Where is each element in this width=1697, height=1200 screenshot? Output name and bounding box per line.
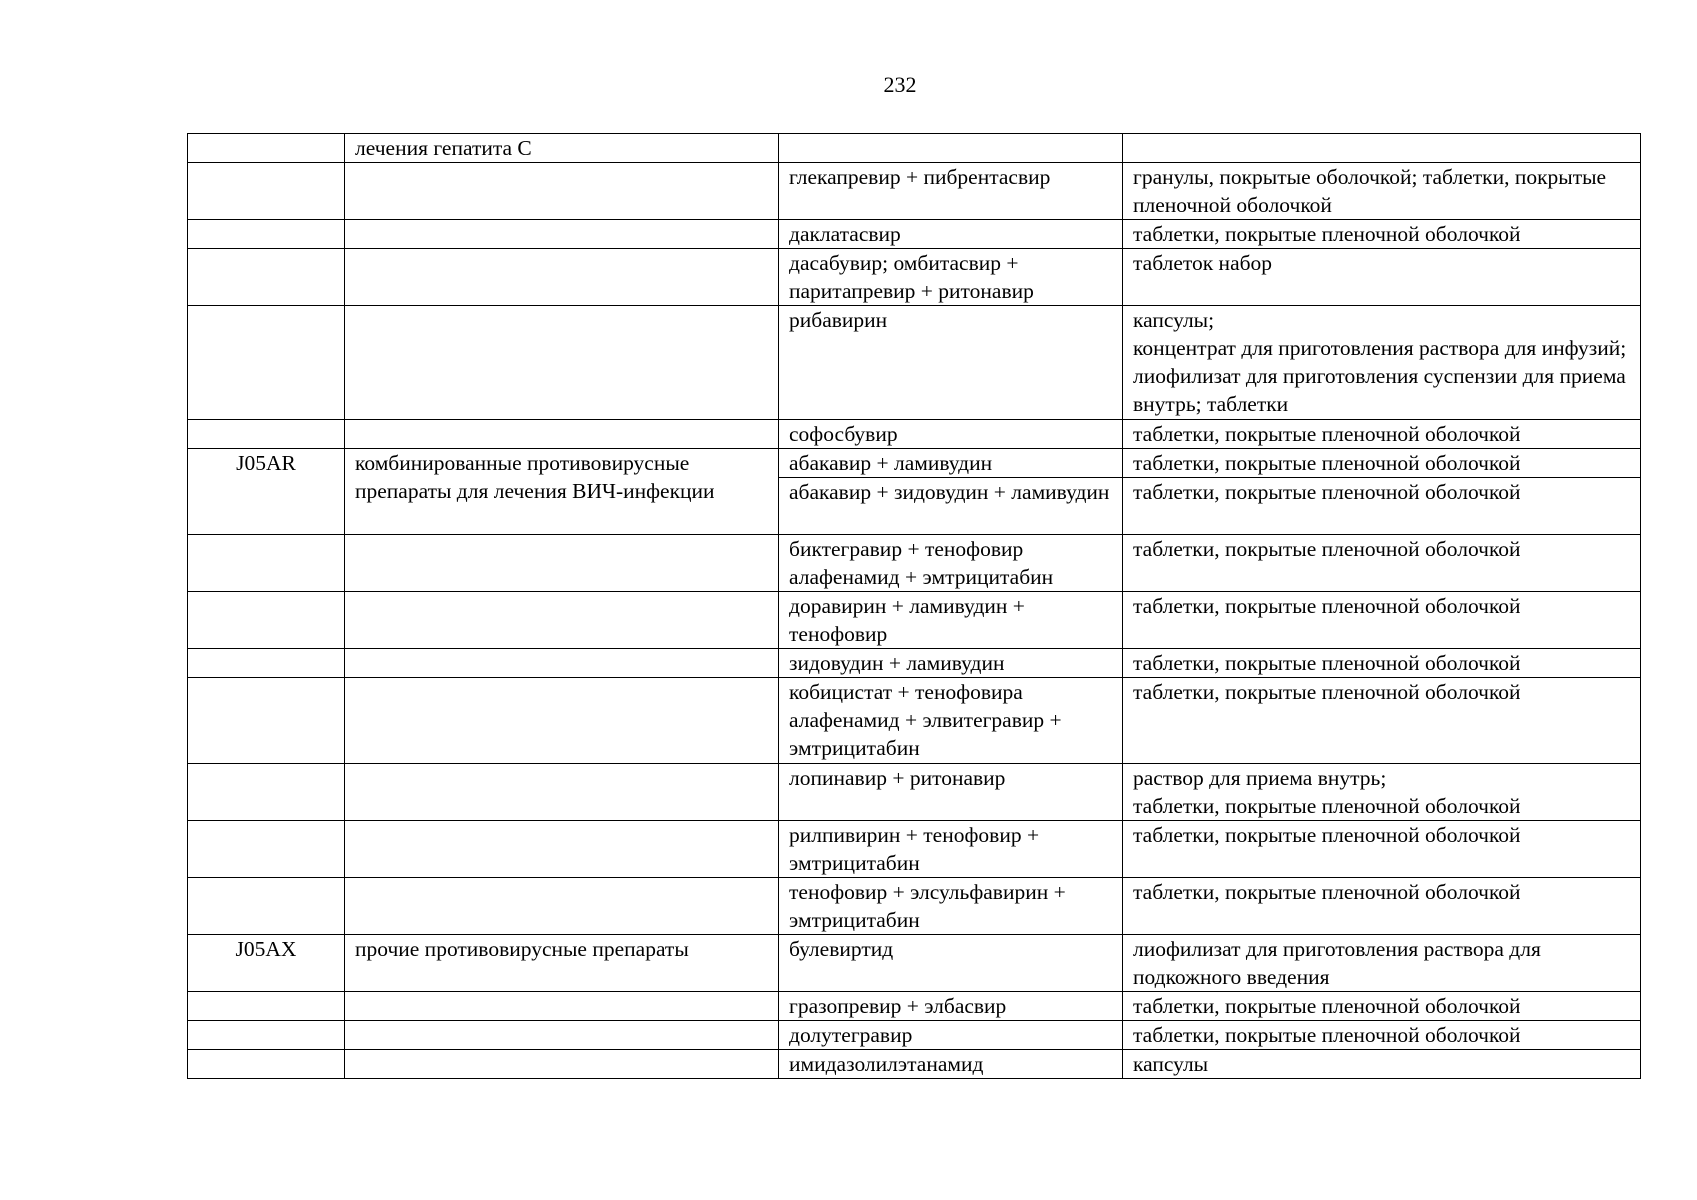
dosage-form-cell bbox=[1123, 134, 1641, 163]
dosage-form-cell bbox=[1123, 249, 1641, 306]
drug-name-cell: гразопревир + элбасвир bbox=[779, 992, 1123, 1021]
drug-name-cell: рибавирин bbox=[779, 306, 1123, 420]
group-name-cell: лечения гепатита С bbox=[345, 134, 779, 163]
dosage-form-cell bbox=[1123, 449, 1641, 478]
table-row bbox=[188, 935, 1641, 992]
table-row bbox=[188, 878, 1641, 935]
group-name-cell bbox=[345, 220, 779, 249]
atc-code-cell bbox=[188, 878, 345, 935]
atc-code-cell bbox=[188, 1021, 345, 1050]
group-name-cell bbox=[345, 249, 779, 306]
atc-code-cell: J05AX bbox=[188, 935, 345, 992]
atc-code-cell bbox=[188, 992, 345, 1021]
dosage-form-line: таблетки, покрытые пленочной оболочкой bbox=[1133, 823, 1521, 847]
table-row bbox=[188, 764, 1641, 821]
dosage-form-cell bbox=[1123, 878, 1641, 935]
table-row bbox=[188, 306, 1641, 420]
dosage-form-cell bbox=[1123, 678, 1641, 764]
group-name-cell bbox=[345, 764, 779, 821]
atc-code-cell bbox=[188, 220, 345, 249]
table-row bbox=[188, 220, 1641, 249]
group-name-cell: комбинированные противовирусные препараты для лечения ВИЧ-инфекции bbox=[345, 449, 779, 535]
dosage-form-line: таблетки, покрытые пленочной оболочкой bbox=[1133, 994, 1521, 1018]
dosage-form-line: таблеток набор bbox=[1133, 251, 1273, 275]
group-name-cell bbox=[345, 1021, 779, 1050]
group-name-cell bbox=[345, 992, 779, 1021]
group-name-cell bbox=[345, 163, 779, 220]
dosage-form-cell bbox=[1123, 163, 1641, 220]
table-row bbox=[188, 449, 1641, 478]
drug-name-cell: абакавир + зидовудин + ламивудин bbox=[779, 478, 1123, 535]
dosage-form-cell bbox=[1123, 592, 1641, 649]
dosage-form-cell bbox=[1123, 306, 1641, 420]
drug-name-cell: лопинавир + ритонавир bbox=[779, 764, 1123, 821]
atc-code-cell bbox=[188, 1050, 345, 1079]
dosage-form-cell bbox=[1123, 478, 1641, 535]
table-row bbox=[188, 1021, 1641, 1050]
group-name-cell bbox=[345, 878, 779, 935]
dosage-form-cell bbox=[1123, 1050, 1641, 1079]
drug-name-cell: имидазолилэтанамид bbox=[779, 1050, 1123, 1079]
group-name-cell bbox=[345, 420, 779, 449]
table-row bbox=[188, 592, 1641, 649]
dosage-form-cell bbox=[1123, 420, 1641, 449]
drug-name-cell: долутегравир bbox=[779, 1021, 1123, 1050]
table-row bbox=[188, 420, 1641, 449]
group-name-cell bbox=[345, 649, 779, 678]
dosage-form-line: таблетки, покрытые пленочной оболочкой bbox=[1133, 451, 1521, 475]
drug-name-cell: булевиртид bbox=[779, 935, 1123, 992]
table-row bbox=[188, 992, 1641, 1021]
atc-code-cell bbox=[188, 163, 345, 220]
drug-name-cell: абакавир + ламивудин bbox=[779, 449, 1123, 478]
atc-code-cell bbox=[188, 592, 345, 649]
page-number: 232 bbox=[883, 72, 917, 97]
group-name-cell bbox=[345, 1050, 779, 1079]
group-name-cell bbox=[345, 306, 779, 420]
group-name-cell: прочие противовирусные препараты bbox=[345, 935, 779, 992]
table-row bbox=[188, 163, 1641, 220]
table-row bbox=[188, 1050, 1641, 1079]
table-row bbox=[188, 249, 1641, 306]
drug-name-cell: зидовудин + ламивудин bbox=[779, 649, 1123, 678]
drug-name-cell: рилпивирин + тенофовир + эмтрицитабин bbox=[779, 821, 1123, 878]
dosage-form-line: таблетки, покрытые пленочной оболочкой bbox=[1133, 680, 1521, 704]
table-row bbox=[188, 134, 1641, 163]
atc-code-cell bbox=[188, 535, 345, 592]
group-name-cell bbox=[345, 592, 779, 649]
dosage-form-line: таблетки, покрытые пленочной оболочкой bbox=[1133, 880, 1521, 904]
drug-table bbox=[187, 133, 1641, 1079]
group-name-cell bbox=[345, 678, 779, 764]
atc-code-cell: J05AR bbox=[188, 449, 345, 535]
dosage-form-line: таблетки, покрытые пленочной оболочкой bbox=[1133, 480, 1521, 504]
dosage-form-cell bbox=[1123, 535, 1641, 592]
dosage-form-line: капсулы; bbox=[1133, 308, 1215, 332]
table-row bbox=[188, 678, 1641, 764]
dosage-form-line: таблетки, покрытые пленочной оболочкой bbox=[1133, 651, 1521, 675]
atc-code-cell bbox=[188, 649, 345, 678]
atc-code-cell bbox=[188, 764, 345, 821]
drug-name-cell: глекапревир + пибрентасвир bbox=[779, 163, 1123, 220]
atc-code-cell bbox=[188, 306, 345, 420]
group-name-cell bbox=[345, 821, 779, 878]
dosage-form-line: таблетки, покрытые пленочной оболочкой bbox=[1133, 594, 1521, 618]
atc-code-cell bbox=[188, 821, 345, 878]
dosage-form-line: таблетки, покрытые пленочной оболочкой bbox=[1133, 794, 1521, 818]
group-name-cell bbox=[345, 535, 779, 592]
dosage-form-cell bbox=[1123, 649, 1641, 678]
dosage-form-cell bbox=[1123, 1021, 1641, 1050]
table-row bbox=[188, 535, 1641, 592]
drug-name-cell: кобицистат + тенофовира алафенамид + элвитегравир + эмтрицитабин bbox=[779, 678, 1123, 764]
dosage-form-cell bbox=[1123, 821, 1641, 878]
dosage-form-line: таблетки, покрытые пленочной оболочкой bbox=[1133, 537, 1521, 561]
dosage-form-cell bbox=[1123, 220, 1641, 249]
drug-name-cell: дасабувир; омбитасвир + паритапревир + ритонавир bbox=[779, 249, 1123, 306]
atc-code-cell bbox=[188, 420, 345, 449]
atc-code-cell bbox=[188, 678, 345, 764]
drug-name-cell: биктегравир + тенофовир алафенамид + эмтрицитабин bbox=[779, 535, 1123, 592]
drug-name-cell bbox=[779, 134, 1123, 163]
dosage-form-line: таблетки, покрытые пленочной оболочкой bbox=[1133, 1023, 1521, 1047]
dosage-form-line: концентрат для приготовления раствора для инфузий; лиофилизат для приготовления суспензии для приема внутрь; таблетки bbox=[1133, 336, 1627, 416]
drug-name-cell: тенофовир + элсульфавирин + эмтрицитабин bbox=[779, 878, 1123, 935]
drug-name-cell: софосбувир bbox=[779, 420, 1123, 449]
dosage-form-line: капсулы bbox=[1133, 1052, 1209, 1076]
dosage-form-line: таблетки, покрытые пленочной оболочкой bbox=[1133, 422, 1521, 446]
atc-code-cell bbox=[188, 249, 345, 306]
dosage-form-cell bbox=[1123, 935, 1641, 992]
dosage-form-line: лиофилизат для приготовления раствора для подкожного введения bbox=[1133, 937, 1541, 989]
drug-name-cell: доравирин + ламивудин + тенофовир bbox=[779, 592, 1123, 649]
dosage-form-line: гранулы, покрытые оболочкой; таблетки, покрытые пленочной оболочкой bbox=[1133, 165, 1607, 217]
table-row bbox=[188, 649, 1641, 678]
drug-name-cell: даклатасвир bbox=[779, 220, 1123, 249]
atc-code-cell bbox=[188, 134, 345, 163]
dosage-form-cell bbox=[1123, 764, 1641, 821]
table-body bbox=[188, 134, 1641, 1079]
dosage-form-line: таблетки, покрытые пленочной оболочкой bbox=[1133, 222, 1521, 246]
dosage-form-line: раствор для приема внутрь; bbox=[1133, 766, 1387, 790]
dosage-form-cell bbox=[1123, 992, 1641, 1021]
table-row bbox=[188, 821, 1641, 878]
